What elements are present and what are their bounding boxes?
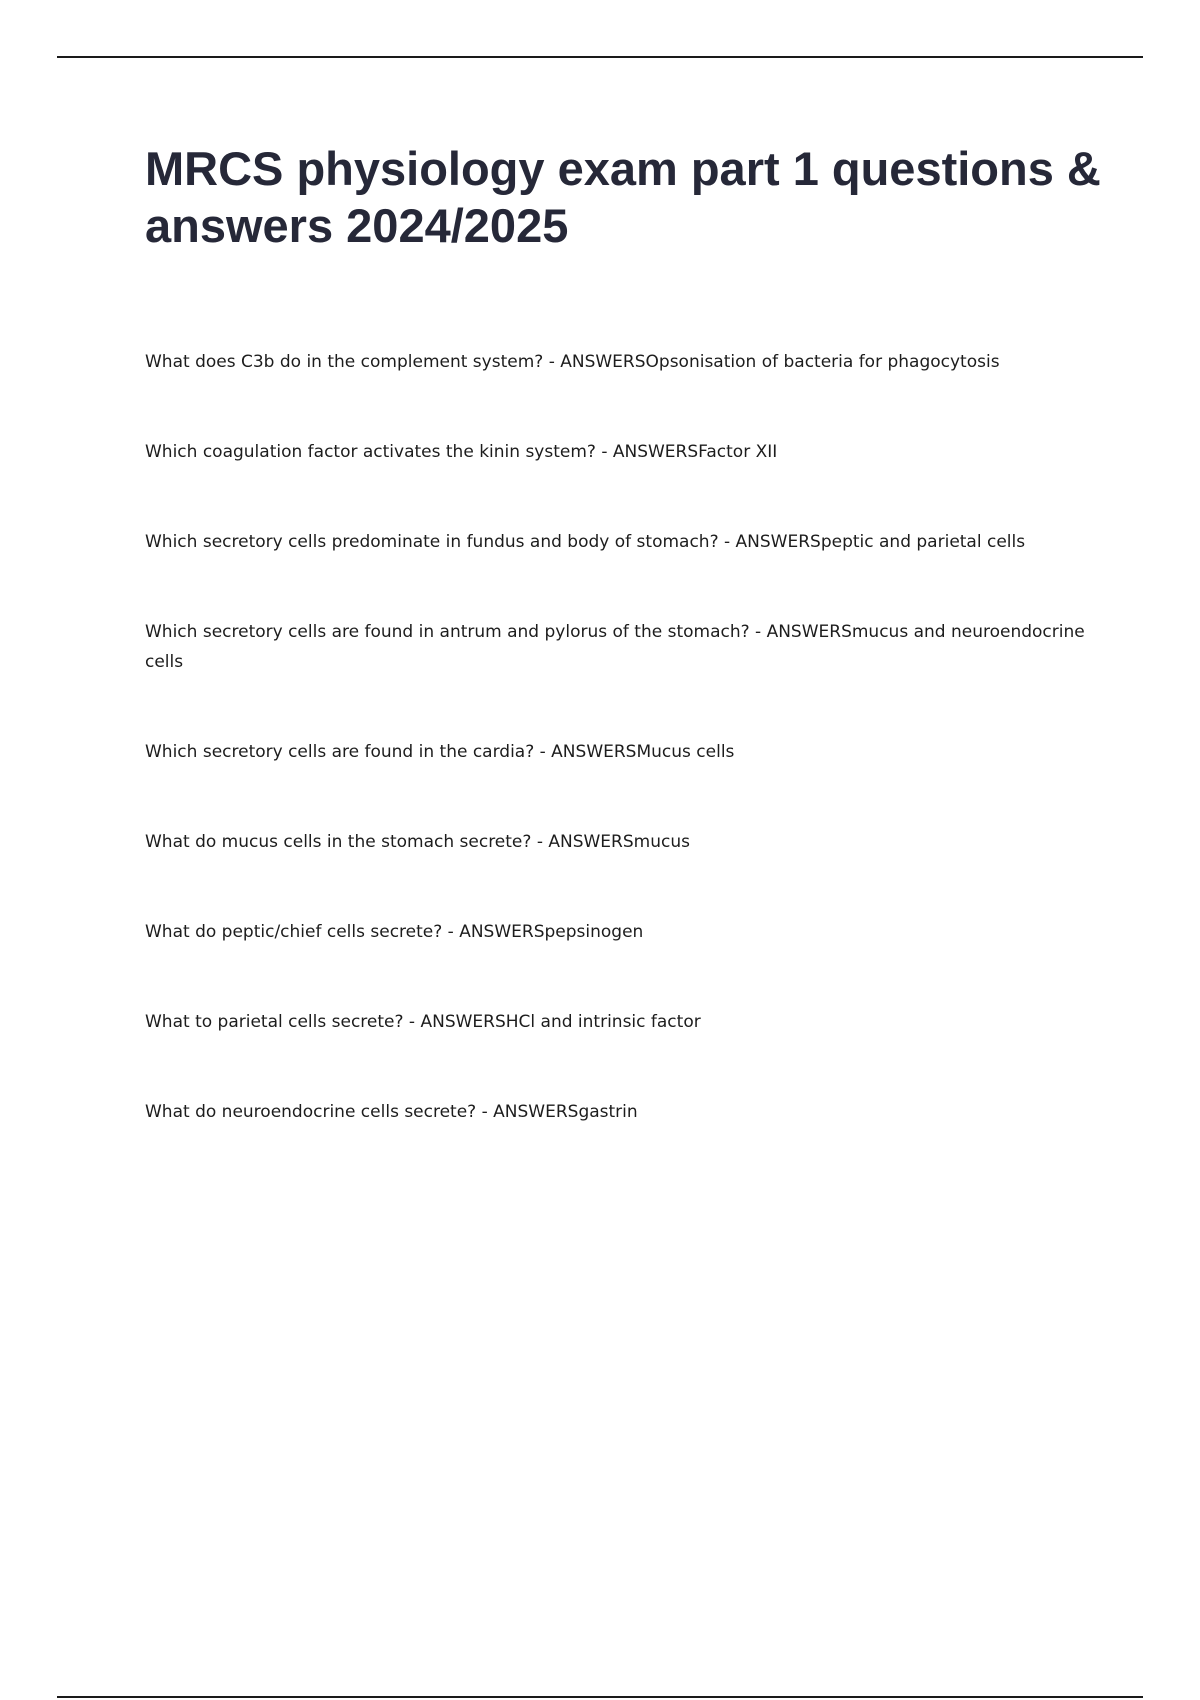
document-title: MRCS physiology exam part 1 questions & answers 2024/2025: [145, 142, 1101, 252]
qa-item: Which secretory cells are found in antrum and pylorus of the stomach? - ANSWERSmucus and neuroendocrine cells: [145, 622, 1085, 672]
qa-item: What do peptic/chief cells secrete? - ANSWERSpepsinogen: [145, 922, 644, 942]
bottom-rule: [57, 1696, 1143, 1698]
qa-item: What do mucus cells in the stomach secrete? - ANSWERSmucus: [145, 832, 690, 852]
qa-list: [145, 347, 1105, 1187]
top-rule: [57, 56, 1143, 58]
qa-item: What to parietal cells secrete? - ANSWERSHCl and intrinsic factor: [145, 1012, 701, 1032]
qa-item: What do neuroendocrine cells secrete? - ANSWERSgastrin: [145, 1102, 638, 1122]
qa-item: What does C3b do in the complement system? - ANSWERSOpsonisation of bacteria for phagocytosis: [145, 352, 1000, 372]
qa-item: Which coagulation factor activates the kinin system? - ANSWERSFactor XII: [145, 442, 778, 462]
qa-item: Which secretory cells are found in the cardia? - ANSWERSMucus cells: [145, 742, 735, 762]
qa-item: Which secretory cells predominate in fundus and body of stomach? - ANSWERSpeptic and parietal cells: [145, 532, 1026, 552]
